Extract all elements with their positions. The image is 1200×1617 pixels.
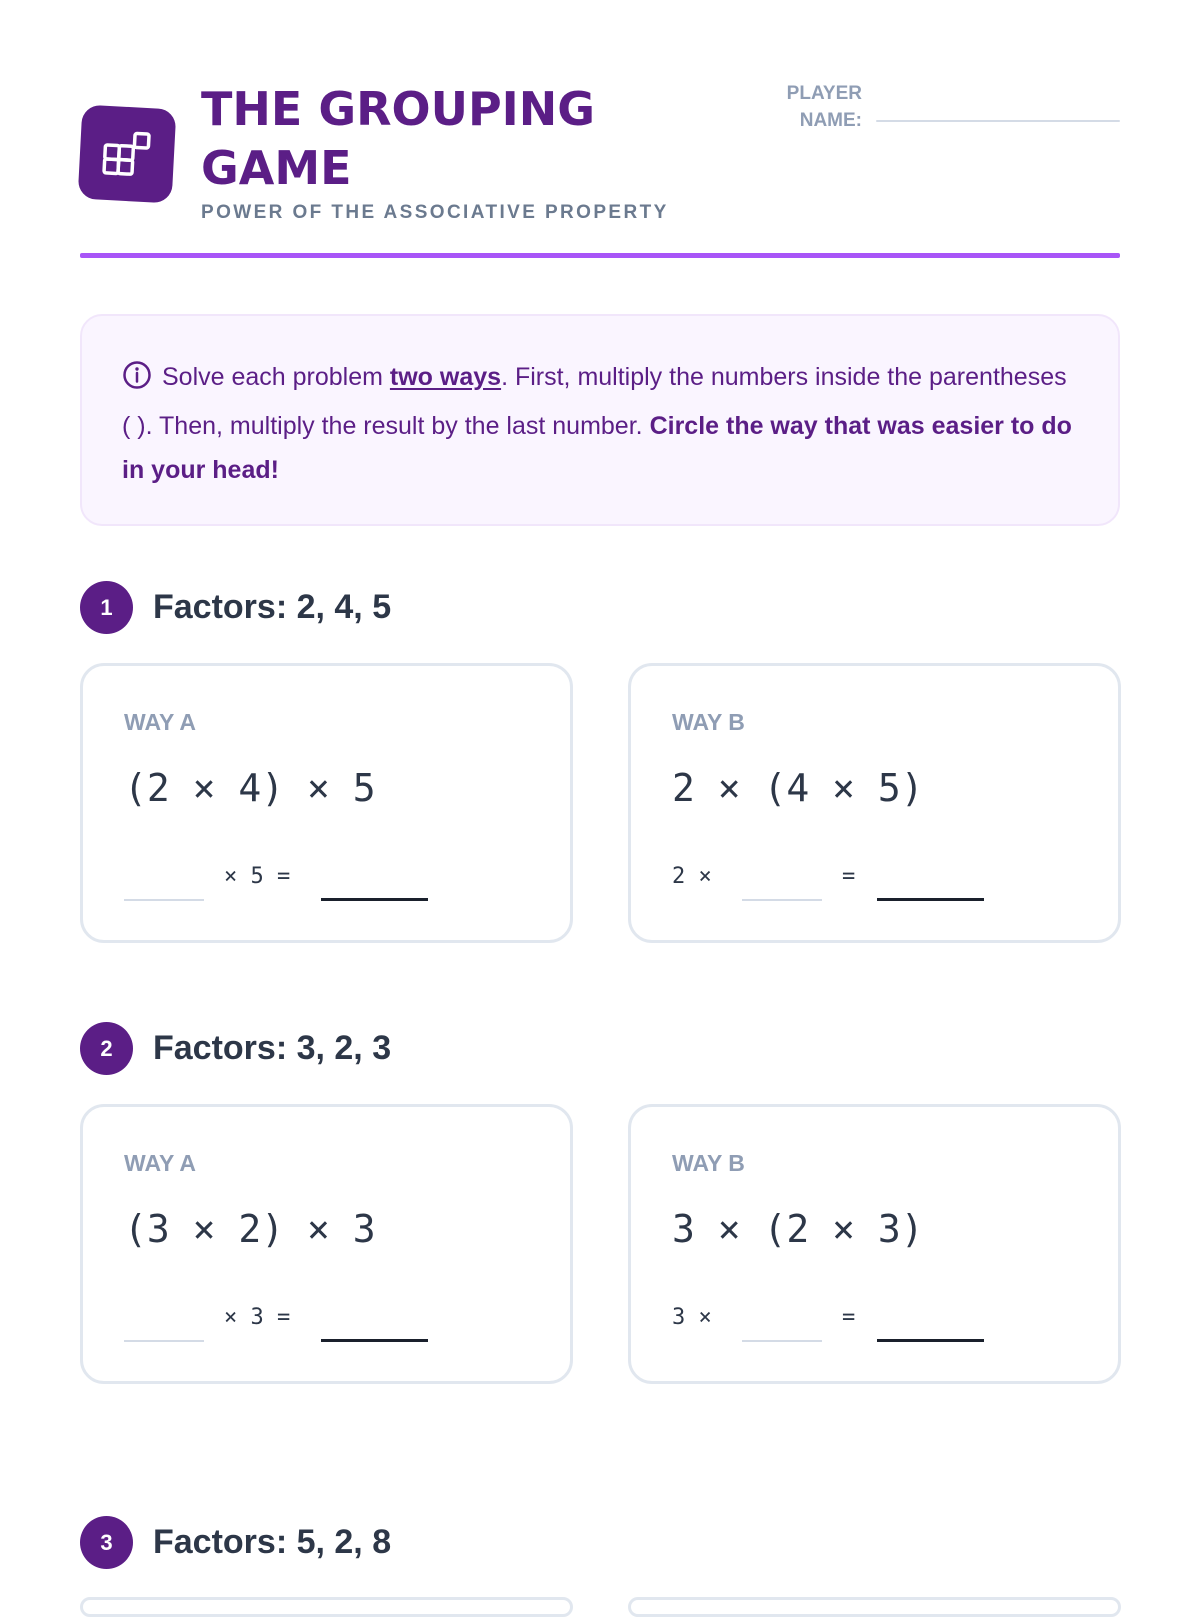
- way-b-card: [628, 1104, 1121, 1384]
- header-divider: [80, 253, 1120, 258]
- partial-answer-blank[interactable]: [124, 899, 204, 901]
- way-label: WAY B: [672, 709, 745, 735]
- blocks-grouping-icon: [98, 125, 157, 184]
- expression: 2 × (4 × 5): [672, 766, 924, 810]
- page-subtitle: POWER OF THE ASSOCIATIVE PROPERTY: [201, 202, 669, 223]
- logo: [78, 105, 177, 204]
- partial-answer-blank[interactable]: [742, 899, 822, 901]
- player-name-label: [760, 80, 862, 134]
- problem-title: Factors: 2, 4, 5: [153, 588, 392, 626]
- way-a-card: [80, 1104, 573, 1384]
- title-line-2: GAME: [201, 141, 352, 195]
- player-name-field[interactable]: [876, 120, 1120, 122]
- problem-header: [80, 581, 391, 634]
- instructions-text-1: Solve each problem: [162, 363, 390, 391]
- problem-header: [80, 1022, 391, 1075]
- info-icon: [122, 360, 152, 404]
- way-label: WAY A: [124, 1150, 197, 1176]
- instructions-bold: Circle the way that was easier to do in your head!: [122, 412, 1072, 484]
- player-label-line-1: PLAYER: [786, 83, 862, 104]
- page-title: [201, 80, 761, 198]
- expression: (3 × 2) × 3: [124, 1207, 376, 1251]
- expression: 3 × (2 × 3): [672, 1207, 924, 1251]
- way-b-card: [628, 1597, 1121, 1617]
- step-prefix: 3 ×: [672, 1305, 712, 1330]
- title-line-1: THE GROUPING: [201, 82, 596, 136]
- instructions-text-2: . First, multiply the numbers inside the parentheses ( ). Then, multiply the result by the last number.: [122, 363, 1067, 440]
- problem-number-badge: 3: [80, 1516, 133, 1569]
- problem-title: Factors: 5, 2, 8: [153, 1523, 392, 1561]
- instructions-box: [80, 314, 1120, 526]
- final-answer-blank[interactable]: [877, 1339, 984, 1342]
- way-b-card: [628, 663, 1121, 943]
- problem-number-badge: 1: [80, 581, 133, 634]
- instructions-emphasis: two ways: [389, 363, 502, 391]
- final-answer-blank[interactable]: [321, 898, 428, 901]
- problem-header: [80, 1516, 391, 1569]
- step-prefix: 2 ×: [672, 864, 712, 889]
- expression: (2 × 4) × 5: [124, 766, 376, 810]
- way-label: WAY B: [672, 1150, 745, 1176]
- problem-number-badge: 2: [80, 1022, 133, 1075]
- step-text: × 3 =: [224, 1305, 291, 1330]
- partial-answer-blank[interactable]: [742, 1340, 822, 1342]
- step-equals: =: [842, 864, 856, 889]
- step-equals: =: [842, 1305, 856, 1330]
- partial-answer-blank[interactable]: [124, 1340, 204, 1342]
- way-a-card: [80, 1597, 573, 1617]
- step-text: × 5 =: [224, 864, 291, 889]
- final-answer-blank[interactable]: [877, 898, 984, 901]
- way-a-card: [80, 663, 573, 943]
- final-answer-blank[interactable]: [321, 1339, 428, 1342]
- player-label-line-2: NAME:: [799, 110, 862, 131]
- problem-title: Factors: 3, 2, 3: [153, 1029, 392, 1067]
- way-label: WAY A: [124, 709, 197, 735]
